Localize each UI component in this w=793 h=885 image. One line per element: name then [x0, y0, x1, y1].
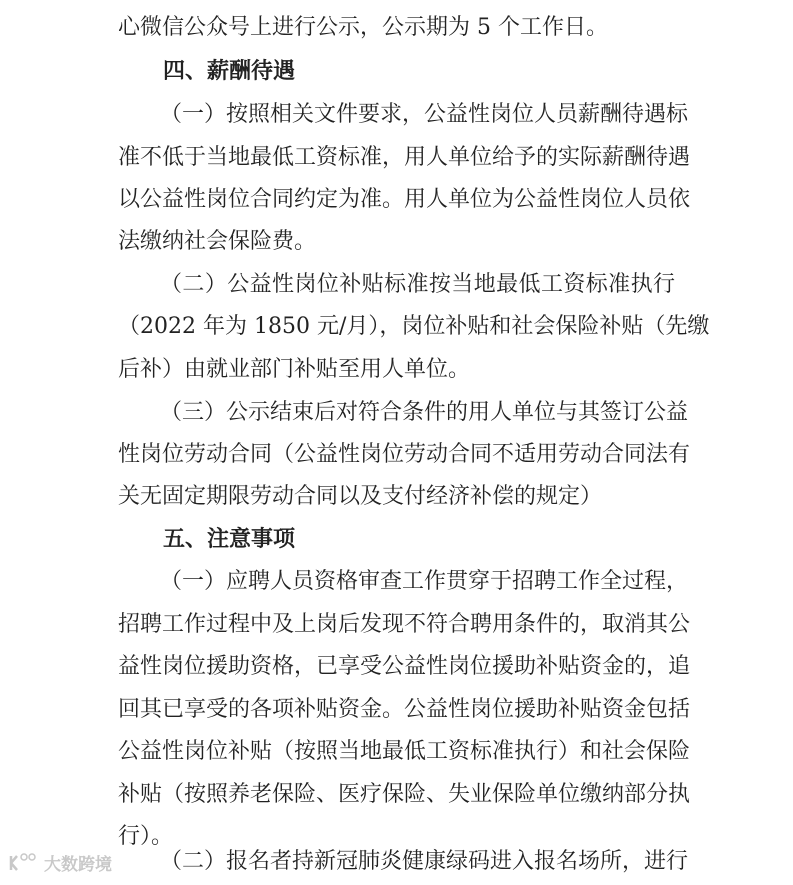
text-line: 公益性岗位补贴（按照当地最低工资标准执行）和社会保险	[118, 739, 691, 764]
watermark-logo-icon	[8, 852, 38, 874]
text-line: （一）应聘人员资格审查工作贯穿于招聘工作全过程，	[160, 569, 689, 594]
section-heading: 五、注意事项	[163, 527, 296, 552]
text-line: 补贴（按照养老保险、医疗保险、失业保险单位缴纳部分执	[118, 782, 691, 807]
text-line: 性岗位劳动合同（公益性岗位劳动合同不适用劳动合同法有	[118, 442, 691, 467]
text-line: 招聘工作过程中及上岗后发现不符合聘用条件的，取消其公	[118, 612, 691, 637]
text-line: 行）。	[118, 824, 174, 849]
text-line: 后补）由就业部门补贴至用人单位。	[118, 357, 471, 382]
text-line: 心微信公众号上进行公示，公示期为 5 个工作日。	[118, 15, 608, 40]
text-line: 以公益性岗位合同约定为准。用人单位为公益性岗位人员依	[118, 187, 691, 212]
text-line: 法缴纳社会保险费。	[118, 229, 317, 254]
text-line: 益性岗位援助资格，已享受公益性岗位援助补贴资金的，追	[118, 654, 691, 679]
text-line: 关无固定期限劳动合同以及支付经济补偿的规定）	[118, 484, 603, 509]
section-heading: 四、薪酬待遇	[163, 59, 296, 84]
text-line: 回其已享受的各项补贴资金。公益性岗位援助补贴资金包括	[118, 697, 691, 722]
watermark	[8, 850, 112, 875]
text-line: （三）公示结束后对符合条件的用人单位与其签订公益	[160, 400, 689, 425]
text-line: （二）报名者持新冠肺炎健康绿码进入报名场所，进行	[160, 849, 689, 874]
watermark-text: 大数跨境	[44, 855, 112, 875]
text-line: 准不低于当地最低工资标准，用人单位给予的实际薪酬待遇	[118, 145, 691, 170]
text-line: （一）按照相关文件要求，公益性岗位人员薪酬待遇标	[160, 102, 689, 127]
text-line: （2022 年为 1850 元/月），岗位补贴和社会保险补贴（先缴	[118, 314, 710, 339]
text-line: （二）公益性岗位补贴标准按当地最低工资标准执行	[160, 272, 675, 297]
